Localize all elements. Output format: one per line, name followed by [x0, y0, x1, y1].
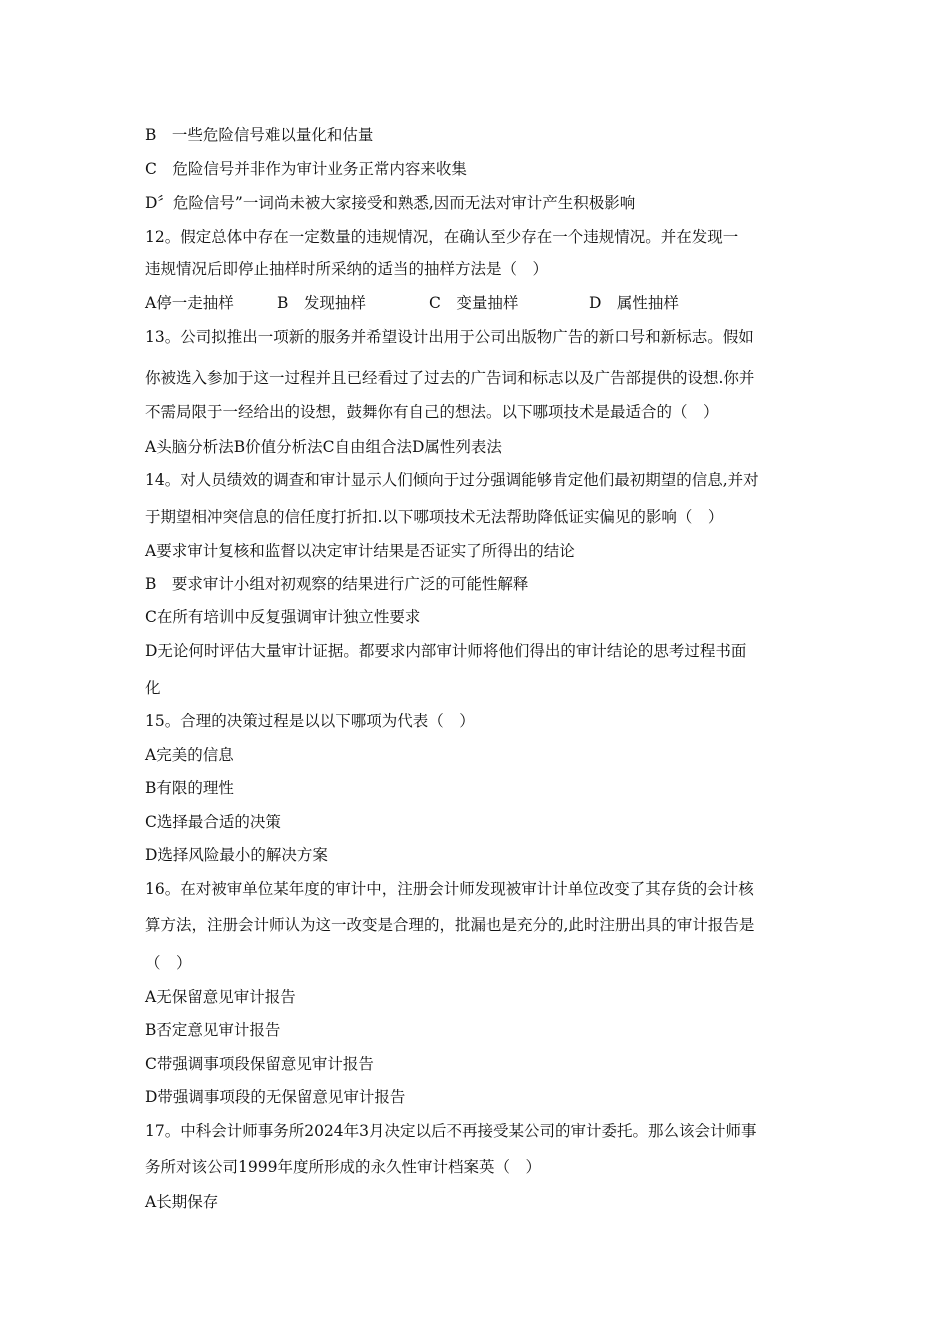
q16-option-a: A无保留意见审计报告	[145, 988, 296, 1006]
q16-option-b: B否定意见审计报告	[145, 1021, 281, 1039]
q12-option-b: B 发现抽样	[277, 294, 366, 312]
q14-option-b: B 要求审计小组对初观察的结果进行广泛的可能性解释	[145, 575, 529, 593]
q16-stem-line-1: 16。在对被审单位某年度的审计中，注册会计师发现被审计计单位改变了其存货的会计核	[145, 880, 754, 898]
q12-stem-line-2: 违规情况后即停止抽样时所采纳的适当的抽样方法是（ ）	[145, 260, 549, 278]
q16-stem-line-3: （ ）	[145, 954, 192, 972]
q11-option-c: C 危险信号并非作为审计业务正常内容来收集	[145, 160, 467, 178]
q16-option-c: C带强调事项段保留意见审计报告	[145, 1055, 374, 1073]
q15-option-c: C选择最合适的决策	[145, 813, 281, 831]
q16-option-d: D带强调事项段的无保留意见审计报告	[145, 1088, 406, 1106]
q13-options: A头脑分析法B价值分析法C自由组合法D属性列表法	[145, 438, 502, 456]
q13-stem-line-3: 不需局限于一经给出的设想，鼓舞你有自己的想法。以下哪项技术是最适合的（ ）	[145, 403, 719, 421]
q14-stem-line-2: 于期望相冲突信息的信任度打折扣.以下哪项技术无法帮助降低证实偏见的影响（ ）	[145, 508, 724, 526]
q15-option-b: B有限的理性	[145, 779, 234, 797]
q12-option-a: A停一走抽样	[145, 294, 234, 312]
q17-stem-line-1: 17。中科会计师事务所2024年3月决定以后不再接受某公司的审计委托。那么该会计师事	[145, 1122, 757, 1140]
q12-option-c: C 变量抽样	[429, 294, 519, 312]
q15-stem: 15。合理的决策过程是以以下哪项为代表（ ）	[145, 712, 475, 730]
q13-stem-line-1: 13。公司拟推出一项新的服务并希望设计出用于公司出版物广告的新口号和新标志。假如	[145, 328, 754, 346]
q17-stem-line-2: 务所对该公司1999年度所形成的永久性审计档案英（ ）	[145, 1158, 541, 1176]
q11-option-d: D〞危险信号”一词尚未被大家接受和熟悉,因而无法对审计产生积极影响	[145, 194, 636, 212]
q14-option-d-continued: 化	[145, 679, 161, 697]
q13-stem-line-2: 你被选入参加于这一过程并且已经看过了过去的广告词和标志以及广告部提供的设想.你并	[145, 369, 755, 387]
q12-option-d: D 属性抽样	[589, 294, 679, 312]
q15-option-a: A完美的信息	[145, 746, 234, 764]
q16-stem-line-2: 算方法，注册会计师认为这一改变是合理的，批漏也是充分的,此时注册出具的审计报告是	[145, 916, 755, 934]
q14-stem-line-1: 14。对人员绩效的调查和审计显示人们倾向于过分强调能够肯定他们最初期望的信息,并对	[145, 471, 759, 489]
q14-option-c: C在所有培训中反复强调审计独立性要求	[145, 608, 421, 626]
q12-stem-line-1: 12。假定总体中存在一定数量的违规情况，在确认至少存在一个违规情况。并在发现一	[145, 228, 739, 246]
q17-option-a: A长期保存	[145, 1193, 219, 1211]
q11-option-b: B 一些危险信号难以量化和估量	[145, 126, 374, 144]
q12-options	[145, 292, 679, 314]
q14-option-a: A要求审计复核和监督以决定审计结果是否证实了所得出的结论	[145, 542, 575, 560]
q15-option-d: D选择风险最小的解决方案	[145, 846, 328, 864]
q14-option-d: D无论何时评估大量审计证据。都要求内部审计师将他们得出的审计结论的思考过程书面	[145, 642, 747, 660]
